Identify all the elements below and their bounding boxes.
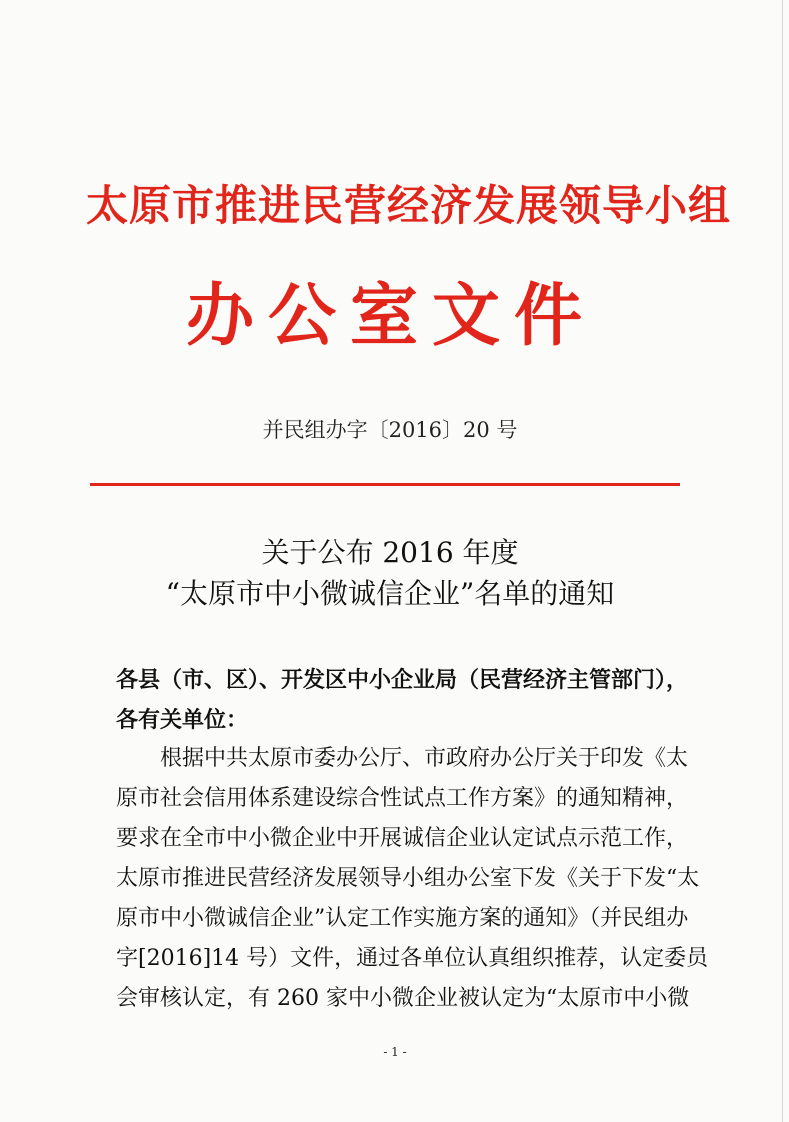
body-line: 原市中小微诚信企业”认定工作实施方案的通知》（并民组办 — [116, 906, 689, 931]
body-line: 会审核认定，有 260 家中小微企业被认定为“太原市中小微 — [116, 986, 690, 1011]
body-line: 太原市推进民营经济发展领导小组办公室下发《关于下发“太 — [116, 866, 700, 891]
body-paragraph — [116, 739, 709, 1019]
salutation — [116, 660, 689, 740]
notice-title-line-2: “太原市中小微诚信企业”名单的通知 — [165, 577, 615, 610]
salutation-line-1: 各县（市、区）、开发区中小企业局（民营经济主管部门）， — [116, 667, 689, 693]
body-line: 字[2016]14 号）文件，通过各单位认真组织推荐，认定委员 — [116, 946, 709, 971]
red-divider-line — [90, 483, 680, 486]
body-line: 根据中共太原市委办公厅、市政府办公厅关于印发《太 — [160, 746, 689, 771]
scan-edge-line — [782, 0, 783, 1122]
issuing-organization-title: 太原市推进民营经济发展领导小组 — [86, 181, 732, 230]
document-type-title: 办公室文件 — [186, 276, 597, 356]
notice-title-line-1: 关于公布 2016 年度 — [261, 536, 519, 569]
document-number: 并民组办字〔2016〕20 号 — [262, 418, 518, 442]
body-line: 原市社会信用体系建设综合性试点工作方案》的通知精神， — [116, 786, 689, 811]
body-line: 要求在全市中小微企业中开展诚信企业认定试点示范工作， — [116, 826, 689, 851]
page-number: - 1 - — [383, 1045, 407, 1059]
salutation-line-2: 各有关单位： — [116, 707, 249, 733]
